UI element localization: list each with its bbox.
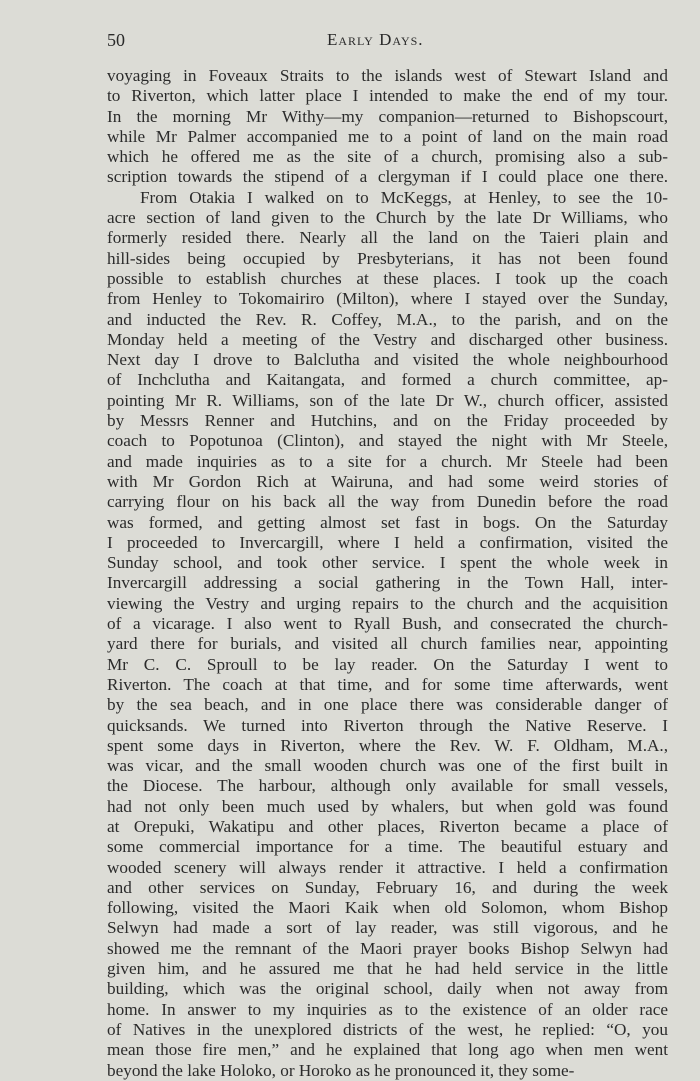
text-line: coach to Popotunoa (Clinton), and stayed the night with Mr Steele,	[107, 431, 668, 451]
page-number: 50	[107, 30, 125, 50]
text-line: beyond the lake Holoko, or Horoko as he pronounced it, they some-	[107, 1060, 575, 1080]
running-title: Early Days.	[327, 30, 424, 49]
text-line: acre section of land given to the Church by the late Dr Williams, who	[107, 208, 668, 228]
text-line: of a vicarage. I also went to Ryall Bush, and consecrated the church-	[107, 614, 668, 634]
text-line: Invercargill addressing a social gathering in the Town Hall, inter-	[107, 573, 668, 593]
text-line: formerly resided there. Nearly all the land on the Taieri plain and	[107, 228, 668, 248]
text-line: to Riverton, which latter place I intended to make the end of my tour.	[107, 86, 668, 106]
text-line: from Henley to Tokomairiro (Milton), where I stayed over the Sunday,	[107, 289, 668, 309]
body-text	[107, 66, 668, 1081]
text-line: and other services on Sunday, February 16, and during the week	[107, 877, 668, 897]
text-line: while Mr Palmer accompanied me to a point of land on the main road	[107, 126, 668, 146]
text-line: at Orepuki, Wakatipu and other places, Riverton became a place of	[107, 816, 668, 836]
text-line: In the morning Mr Withy—my companion—returned to Bishopscourt,	[107, 106, 668, 126]
text-line: and inducted the Rev. R. Coffey, M.A., to the parish, and on the	[107, 309, 668, 329]
text-line: by Messrs Renner and Hutchins, and on the Friday proceeded by	[107, 411, 668, 431]
text-line: possible to establish churches at these places. I took up the coach	[107, 268, 668, 288]
text-line: From Otakia I walked on to McKeggs, at Henley, to see the 10-	[140, 187, 668, 207]
text-line: the Diocese. The harbour, although only available for small vessels,	[107, 776, 668, 796]
text-line: building, which was the original school, daily when not away from	[107, 979, 668, 999]
text-line: Sunday school, and took other service. I spent the whole week in	[107, 553, 668, 573]
text-line: spent some days in Riverton, where the Rev. W. F. Oldham, M.A.,	[107, 735, 668, 755]
text-line: mean those fire men,” and he explained that long ago when men went	[107, 1040, 668, 1060]
text-line: yard there for burials, and visited all church families near, appointing	[107, 634, 668, 654]
text-line: I proceeded to Invercargill, where I held a confirmation, visited the	[107, 532, 668, 552]
text-line: had not only been much used by whalers, but when gold was found	[107, 796, 668, 816]
text-line: of Natives in the unexplored districts of the west, he replied: “O, you	[107, 1019, 668, 1039]
text-line: following, visited the Maori Kaik when old Solomon, whom Bishop	[107, 898, 668, 918]
text-line: Riverton. The coach at that time, and for some time afterwards, went	[107, 674, 668, 694]
text-line: scription towards the stipend of a clergyman if I could place one there.	[107, 167, 668, 187]
text-line: home. In answer to my inquiries as to the existence of an older race	[107, 999, 668, 1019]
text-line: by the sea beach, and in one place there was considerable danger of	[107, 695, 668, 715]
text-line: hill-sides being occupied by Presbyterians, it has not been found	[107, 248, 668, 268]
text-line: quicksands. We turned into Riverton through the Native Reserve. I	[107, 715, 668, 735]
text-line: Monday held a meeting of the Vestry and discharged other business.	[107, 329, 668, 349]
text-line: with Mr Gordon Rich at Wairuna, and had some weird stories of	[107, 471, 668, 491]
text-line: and made inquiries as to a site for a church. Mr Steele had been	[107, 451, 668, 471]
text-line: viewing the Vestry and urging repairs to the church and the acquisition	[107, 593, 668, 613]
text-line: showed me the remnant of the Maori prayer books Bishop Selwyn had	[107, 938, 668, 958]
running-head	[107, 30, 667, 54]
text-line: given him, and he assured me that he had held service in the little	[107, 959, 668, 979]
text-line: was formed, and getting almost set fast in bogs. On the Saturday	[107, 512, 668, 532]
text-line: of Inchclutha and Kaitangata, and formed a church committee, ap-	[107, 370, 668, 390]
text-line: Mr C. C. Sproull to be lay reader. On the Saturday I went to	[107, 654, 668, 674]
text-line: some commercial importance for a time. The beautiful estuary and	[107, 837, 668, 857]
text-line: Next day I drove to Balclutha and visited the whole neighbourhood	[107, 350, 668, 370]
text-line: voyaging in Foveaux Straits to the islands west of Stewart Island and	[107, 66, 668, 85]
text-line: wooded scenery will always render it attractive. I held a confirmation	[107, 857, 668, 877]
text-line: pointing Mr R. Williams, son of the late Dr W., church officer, assisted	[107, 390, 668, 410]
text-line: carrying flour on his back all the way from Dunedin before the road	[107, 492, 668, 512]
text-line: was vicar, and the small wooden church was one of the first built in	[107, 756, 668, 776]
text-line: Selwyn had made a sort of lay reader, was still vigorous, and he	[107, 918, 668, 938]
text-line: which he offered me as the site of a church, promising also a sub-	[107, 147, 668, 167]
